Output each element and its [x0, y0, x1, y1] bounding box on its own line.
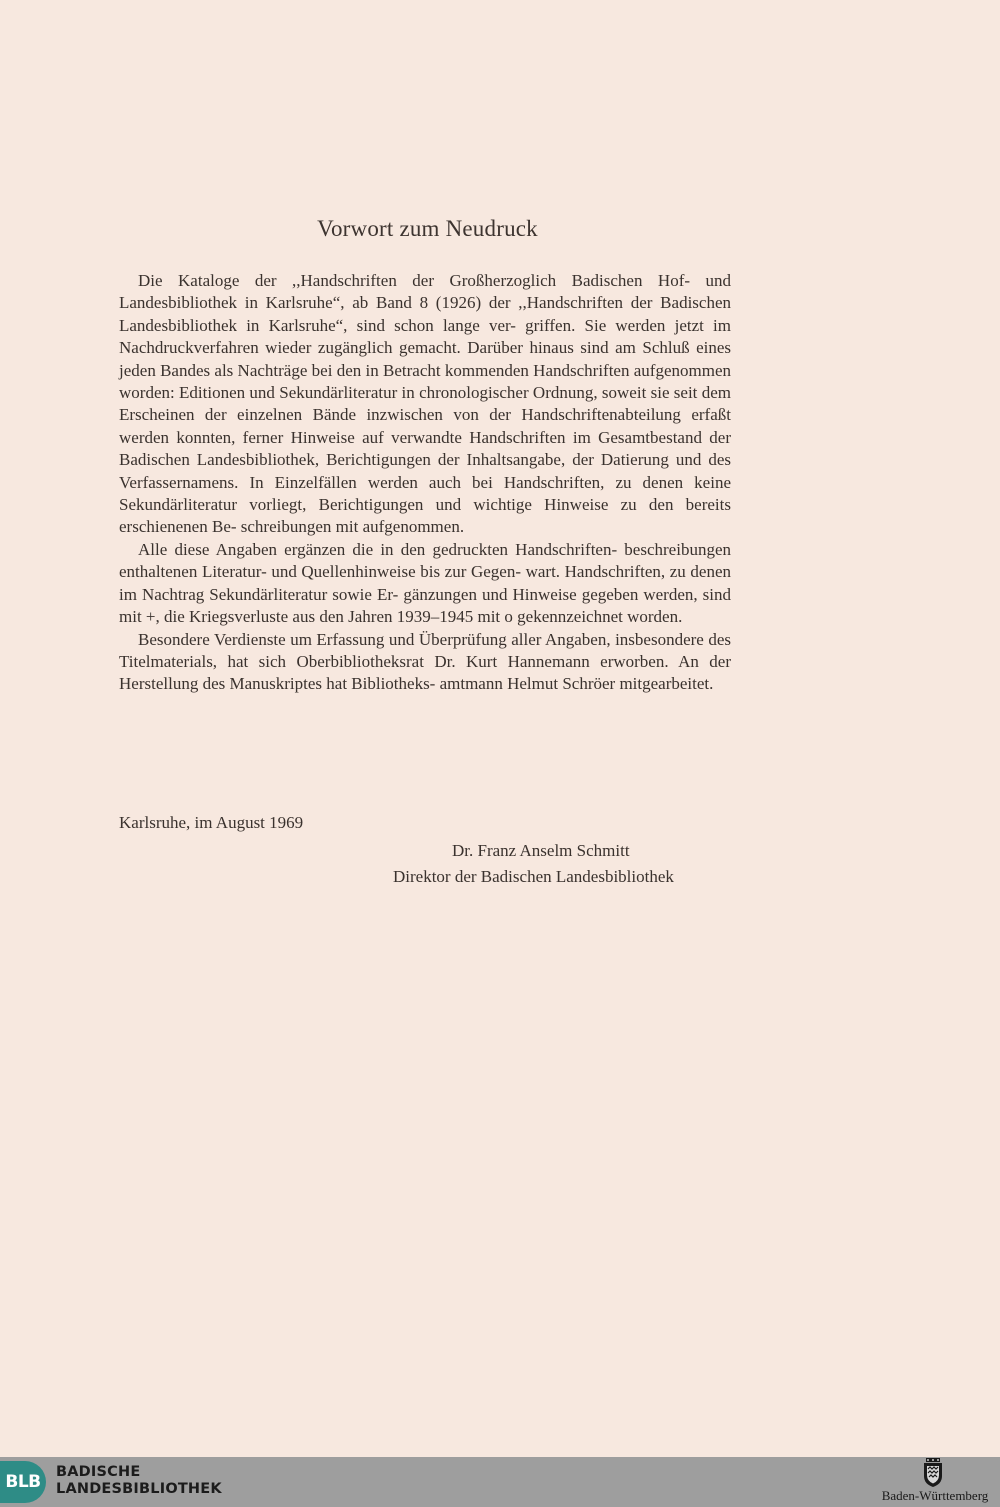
- footer-bar: [0, 1457, 1000, 1507]
- state-logo[interactable]: [870, 1458, 1000, 1506]
- library-name-line1: BADISCHE: [56, 1464, 141, 1480]
- paragraph-2: Alle diese Angaben ergänzen die in den gedruckten Handschriften- beschreibungen enthaltenen Literatur- und Quellenhinweise bis zur Gegen- wart. Handschriften, zu denen im Nachtrag Sekundärliteratur sowie Er- gänzungen und Hinweise gegeben werden, sind mit +, die Kriegsverluste aus den Jahren 1939–1945 mit o gekennzeichnet worden.: [119, 539, 731, 627]
- state-label: Baden-Württemberg: [881, 1488, 989, 1503]
- library-name[interactable]: [56, 1464, 222, 1498]
- place-date: Karlsruhe, im August 1969: [119, 813, 304, 832]
- paragraph-3: Besondere Verdienste um Erfassung und Überprüfung aller Angaben, insbesondere des Titelmaterials, hat sich Oberbibliotheksrat Dr. Kurt Hannemann erworben. An der Herstellung des Manuskriptes hat Bibliotheks- amtmann Helmut Schröer mitgearbeitet.: [119, 629, 731, 694]
- library-name-line2: LANDESBIBLIOTHEK: [56, 1481, 222, 1497]
- paragraph-1: Die Kataloge der ,,Handschriften der Großherzoglich Badischen Hof- und Landesbibliothek in Karlsruhe“, ab Band 8 (1926) der ,,Handschriften der Badischen Landesbibliothek in Karlsruhe“, sind schon lange ver- griffen. Sie werden jetzt im Nachdruckverfahren wieder zugänglich gemacht. Darüber hinaus sind am Schluß eines jeden Bandes als Nachträge bei den in Betracht kommenden Handschriften aufgenommen worden: Editionen und Sekundärliteratur in chronologischer Ordnung, soweit sie seit dem Erscheinen der einzelnen Bände inzwischen von der Handschriftenabteilung erfaßt werden konnten, ferner Hinweise auf verwandte Handschriften im Gesamtbestand der Badischen Landesbibliothek, Berichtigungen der Inhaltsangabe, der Datierung und des Verfassernamens. In Einzelfällen werden auch bei Handschriften, zu denen keine Sekundärliteratur vorliegt, Berichtigungen und wichtige Hinweise zu den bereits erschienenen Be- schreibungen mit aufgenommen.: [119, 271, 731, 537]
- signature-role: Direktor der Badischen Landesbibliothek: [393, 867, 674, 886]
- page-title: Vorwort zum Neudruck: [317, 216, 538, 241]
- signature-name: Dr. Franz Anselm Schmitt: [452, 841, 630, 860]
- preface-body: [119, 270, 731, 696]
- blb-logo[interactable]: BLB: [0, 1461, 46, 1503]
- baden-wuerttemberg-crest-icon: [921, 1458, 945, 1488]
